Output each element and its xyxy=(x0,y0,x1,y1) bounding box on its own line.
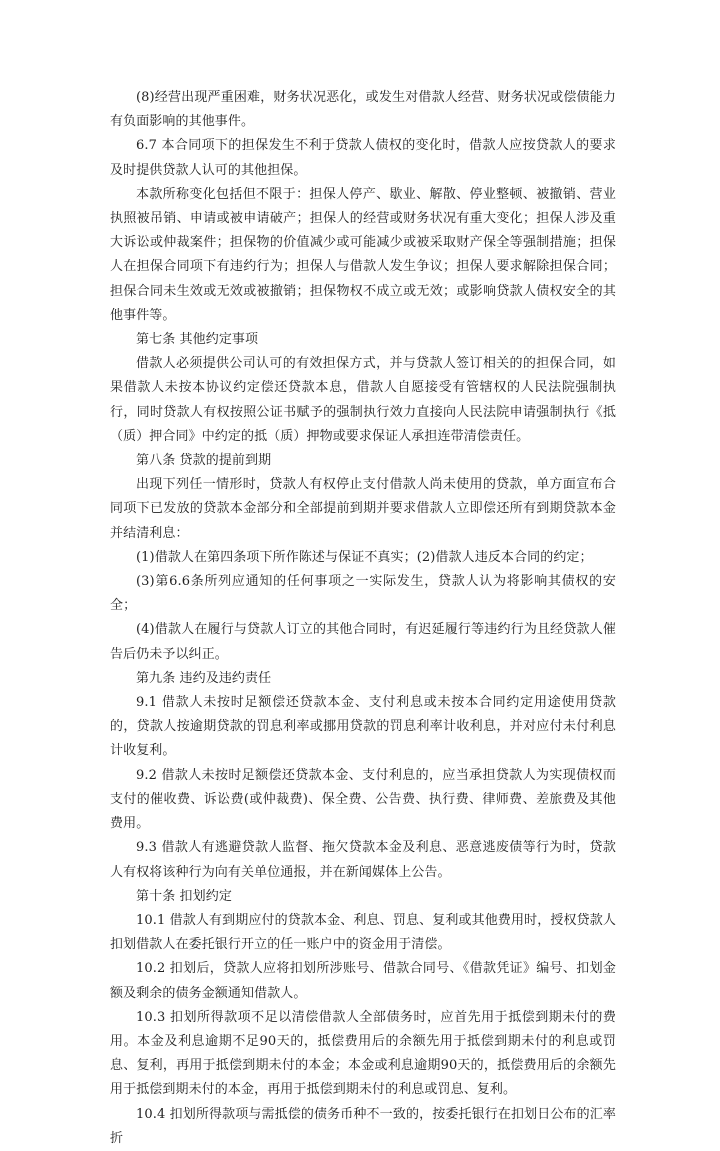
paragraph: 10.2 扣划后，贷款人应将扣划所涉账号、借款合同号、《借款凭证》编号、扣划金额及剩余的债务金额通知借款人。 xyxy=(110,961,616,1001)
paragraph: 9.3 借款人有逃避贷款人监督、拖欠贷款本金及利息、恶意逃废债等行为时，贷款人有权将该种行为向有关单位通报，并在新闻媒体上公告。 xyxy=(110,840,616,880)
paragraph: 出现下列任一情形时，贷款人有权停止支付借款人尚未使用的贷款，单方面宣布合同项下已发放的贷款本金部分和全部提前到期并要求借款人立即偿还所有到期贷款本金并结清利息： xyxy=(110,477,616,541)
paragraph: 本款所称变化包括但不限于：担保人停产、歇业、解散、停业整顿、被撤销、营业执照被吊销、申请或被申请破产；担保人的经营或财务状况有重大变化；担保人涉及重大诉讼或仲裁案件；担保物的价值减少或可能减少或被采取财产保全等强制措施；担保人在担保合同项下有违约行为；担保人与借款人发生争议；担保人要求解除担保合同；担保合同未生效或无效或被撤销；担保物权不成立或无效；或影响贷款人债权安全的其他事件等。 xyxy=(110,186,616,323)
paragraph: 9.1 借款人未按时足额偿还贷款本金、支付利息或未按本合同约定用途使用贷款的，贷款人按逾期贷款的罚息利率或挪用贷款的罚息利率计收利息，并对应付未付利息计收复利。 xyxy=(110,695,616,759)
section-heading: 第八条 贷款的提前到期 xyxy=(136,453,272,469)
paragraph: 10.3 扣划所得款项不足以清偿借款人全部债务时，应首先用于抵偿到期未付的费用。本金及利息逾期不足90天的，抵偿费用后的余额先用于抵偿到期未付的利息或罚息、复利，再用于抵偿到期未付的本金；本金或利息逾期90天的，抵偿费用后的余额先用于抵偿到期未付的本金，再用于抵偿到期未付的利息或罚息、复利。 xyxy=(110,1009,616,1098)
paragraph: (8)经营出现严重困难，财务状况恶化，或发生对借款人经营、财务状况或偿债能力有负面影响的其他事件。 xyxy=(110,90,616,130)
section-heading: 第九条 违约及违约责任 xyxy=(136,670,272,686)
section-heading: 第七条 其他约定事项 xyxy=(136,332,259,348)
paragraph: 借款人必须提供公司认可的有效担保方式，并与贷款人签订相关的的担保合同，如果借款人未按本协议约定偿还贷款本息，借款人自愿接受有管辖权的人民法院强制执行，同时贷款人有权按照公证书赋予的强制执行效力直接向人民法院申请强制执行《抵（质）押合同》中约定的抵（质）押物或要求保证人承担连带清偿责任。 xyxy=(110,356,616,444)
list-item: (3)第6.6条所列应通知的任何事项之一实际发生，贷款人认为将影响其债权的安全； xyxy=(110,574,616,614)
section-heading: 第十条 扣划约定 xyxy=(136,888,232,904)
paragraph: 9.2 借款人未按时足额偿还贷款本金、支付利息的，应当承担贷款人为实现债权而支付的催收费、诉讼费(或仲裁费)、保全费、公告费、执行费、律师费、差旅费及其他费用。 xyxy=(110,767,616,832)
paragraph: 6.7 本合同项下的担保发生不利于贷款人债权的变化时，借款人应按贷款人的要求及时提供贷款人认可的其他担保。 xyxy=(110,138,616,178)
list-item: (4)借款人在履行与贷款人订立的其他合同时，有迟延履行等违约行为且经贷款人催告后仍未予以纠正。 xyxy=(110,622,616,662)
list-item: (1)借款人在第四条项下所作陈述与保证不真实；(2)借款人违反本合同的约定； xyxy=(136,549,593,565)
paragraph: 10.4 扣划所得款项与需抵偿的债务币种不一致的，按委托银行在扣划日公布的汇率折 xyxy=(110,1106,616,1146)
paragraph: 10.1 借款人有到期应付的贷款本金、利息、罚息、复利或其他费用时，授权贷款人扣划借款人在委托银行开立的任一账户中的资金用于清偿。 xyxy=(110,912,616,953)
